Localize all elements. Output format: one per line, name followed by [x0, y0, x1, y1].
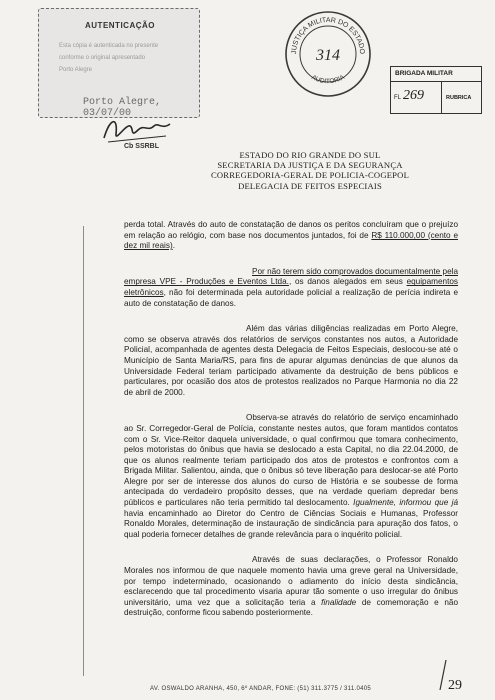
seal-bottom-text: AUDITORIA: [310, 73, 346, 86]
svg-text:AUDITORIA: [310, 74, 346, 86]
footer-address: AV. OSWALDO ARANHA, 450, 6º ANDAR, FONE: (51) 311.3775 / 311.0405: [150, 686, 372, 692]
seal-ring-text: JUSTIÇA MILITAR DO ESTADO: [290, 16, 366, 55]
paragraph-declarations: Através de suas declarações, o Professor Ronaldo Morales nos informou de que naquele momento havia uma greve geral na Universidade, por tempo indeterminado, ocasionando o adiamento do início desta sindicância, esclarecendo que tal procedimento visaria apurar tão somente o uso irregular do ônibus universitário, uma vez que a solicitação teria a finalidade de comemoração e não destruição, conforme ficou sabendo posteriormente.: [124, 555, 459, 618]
letterhead-line-1: ESTADO DO RIO GRANDE DO SUL: [239, 150, 381, 160]
paragraph-damages: perda total. Através do auto de constatação de danos os peritos concluíram que o prejuízo em relação ao relógio, com base nos documentos juntados, foi de R$ 110.000,00 (cento e dez mil reais).: [124, 220, 458, 251]
seal-number: 314: [316, 47, 340, 64]
margin-rule: [83, 226, 84, 676]
authentication-line-1: Esta cópia é autenticada no presente: [59, 43, 159, 49]
page-number: 29: [448, 678, 462, 693]
rubrica-label: RUBRICA: [446, 95, 472, 101]
letterhead-line-2: SECRETARIA DA JUSTIÇA E DA SEGURANÇA: [217, 160, 403, 171]
letterhead-line-3: CORREGEDORIA-GERAL DE POLICIA-COGEPOL: [210, 170, 410, 181]
letterhead-line-4: DELEGACIA DE FEITOS ESPECIAIS: [238, 180, 382, 191]
signature-label: Cb SSRBL: [124, 143, 159, 150]
brigada-militar-stamp: [390, 66, 482, 114]
authentication-title: AUTENTICAÇÃO: [85, 21, 155, 30]
paragraph-report: Observa-se através do relatório de serviço encaminhado ao Sr. Corregedor-Geral de Polícia, constante nestes autos, que foram mantidos contatos com o Sr. Vice-Reitor daquela universidade, o qual confirmou que tomara conhecimento, pelos motoristas do ônibus que havia se deslocado a esta Capital, no dia 22.04.2000, de que os alunos realmente teriam participado dos atos de protestos e confrontos com a Brigada Militar. Salientou, ainda, que o ônibus só teve liberação para deslocar-se até Porto Alegre por ser de interesse dos alunos do curso de História e se soubesse de forma antecipada do verdadeiro propósito desses, que na verdade queriam depredar bens públicos e particulares não teria permitido tal deslocamento. Igualmente, informou que já havia encaminhado ao Diretor do Centro de Ciências Sociais e Humanas, Professor Ronaldo Morales, determinação de instauração de sindicância para apuração dos fatos, o qual poderia fornecer detalhes de grande relevância para o inquérito policial.: [124, 413, 459, 539]
authentication-line-2: conforme o original apresentado: [59, 55, 146, 61]
signature-icon: [100, 112, 180, 146]
authentication-line-3: Porto Alegre: [59, 67, 93, 73]
authentication-date: Porto Alegre, 03/07/00: [83, 97, 162, 119]
authentication-stamp: [38, 8, 200, 118]
paragraph-diligences: Além das várias diligências realizadas em Porto Alegre, como se observa através dos relatórios de serviços constantes nos autos, a Autoridade Policial, acompanhada de agentes desta Delegacia de Feitos Especiais, deslocou-se até o Município de Santa Maria/RS, para fins de apurar algumas denúncias de que alunos da Universidade Federal teriam participado ativamente da destruição de bens públicos e particulares, por ocasião dos atos de protestos realizados no Parque Harmonia no dia 22 de abril de 2000.: [124, 324, 458, 397]
letterhead: [195, 150, 425, 191]
folha-number: 269: [403, 88, 424, 103]
brigada-title: BRIGADA MILITAR: [391, 67, 481, 82]
court-seal-icon: [282, 8, 374, 100]
paragraph-vpe: Por não terem sido comprovados documentalmente pela empresa VPE - Produções e Eventos Ltda., os danos alegados em seus equipamentos eletrônicos, não foi determinada pela autoridade policial a realização de perícia indireta e auto de constatação de danos.: [124, 266, 459, 308]
document-body: [124, 220, 458, 634]
page-mark-icon: [436, 660, 448, 690]
folha-label: FL: [394, 95, 402, 101]
